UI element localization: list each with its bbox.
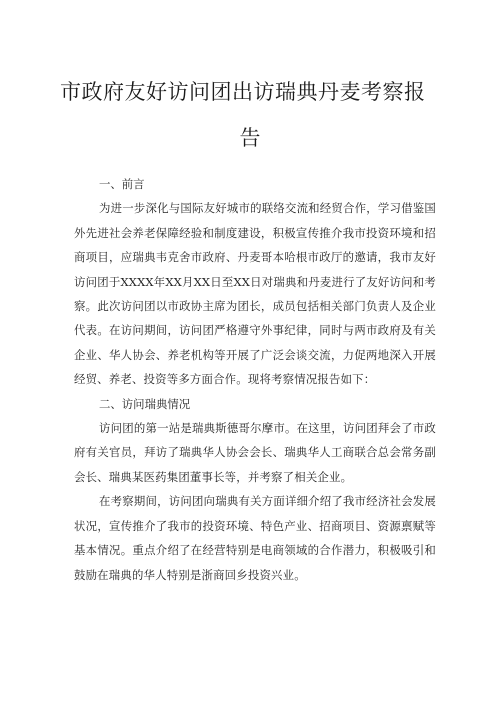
section-heading-sweden-visit: 二、访问瑞典情况 bbox=[99, 396, 191, 411]
document-title-line-2: 告 bbox=[239, 126, 261, 150]
document-body bbox=[74, 172, 436, 587]
section-heading-preface: 一、前言 bbox=[99, 177, 145, 191]
paragraph: 为进一步深化与国际友好城市的联络交流和经贸合作，学习借鉴国外先进社会养老保障经验和制度建设，积极宣传推介我市投资环境和招商项目，应瑞典韦克舍市政府、丹麦哥本哈根市政厅的邀请，我市友好访问团于XXXX年XX月XX日至XX日对瑞典和丹麦进行了友好访问和考察。此次访问团以市政协主席为团长，成员包括相关部门负责人及企业代表。在访问期间，访问团严格遵守外事纪律，同时与两市政府及有关企业、华人协会、养老机构等开展了广泛会谈交流，力促两地深入开展经贸、养老、投资等多方面合作。现将考察情况报告如下： bbox=[74, 201, 436, 387]
paragraph: 访问团的第一站是瑞典斯德哥尔摩市。在这里，访问团拜会了市政府有关官员，拜访了瑞典华人协会会长、瑞典华人工商联合总会常务副会长、瑞典某医药集团董事长等，并考察了相关企业。 bbox=[74, 421, 436, 484]
document-title-line-1: 市政府友好访问团出访瑞典丹麦考察报 bbox=[60, 80, 426, 104]
paragraph: 在考察期间，访问团向瑞典有关方面详细介绍了我市经济社会发展状况，宣传推介了我市的投资环境、特色产业、招商项目、资源禀赋等基本情况。重点介绍了在经营特别是电商领域的合作潜力，积极吸引和鼓励在瑞典的华人特别是浙商回乡投资兴业。 bbox=[74, 494, 436, 582]
